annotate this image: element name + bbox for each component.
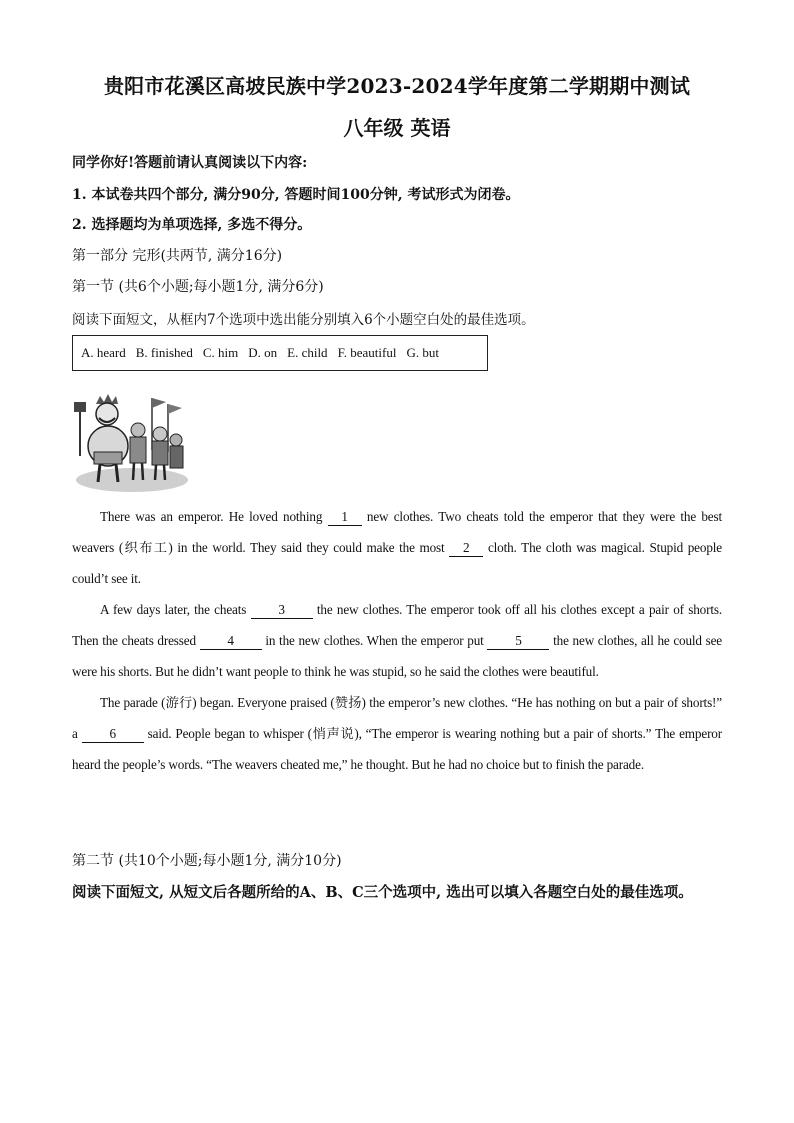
- blank-6[interactable]: 6: [82, 726, 144, 743]
- passage-text: new clothes. Two cheats told the emperor that they were the best weavers (织布工) in the world. They said they could make the most: [72, 509, 722, 555]
- cloze-passage: [72, 501, 722, 780]
- passage-text: cloth. The cloth was magical. Stupid people could’t see it.: [72, 540, 722, 586]
- instructions-item-1: 1. 本试卷共四个部分, 满分90分, 答题时间100分钟, 考试形式为闭卷。: [72, 187, 520, 203]
- options-box: [72, 335, 488, 371]
- blank-5[interactable]: 5: [487, 633, 549, 650]
- section1-directions: 阅读下面短文，从框内7个选项中选出能分别填入6个小题空白处的最佳选项。: [72, 312, 535, 328]
- section2-heading: 第二节 (共10个小题;每小题1分, 满分10分): [72, 853, 342, 869]
- passage-paragraph-2: [72, 594, 722, 687]
- passage-paragraph-3: [72, 687, 722, 780]
- blank-2[interactable]: 2: [449, 540, 483, 557]
- part1-heading: 第一部分 完形(共两节, 满分16分): [72, 248, 283, 264]
- passage-text: There was an emperor. He loved nothing: [100, 509, 328, 524]
- option-b: B. finished: [135, 345, 193, 360]
- option-a: A. heard: [81, 345, 126, 360]
- passage-paragraph-1: [72, 501, 722, 594]
- passage-text: A few days later, the cheats: [100, 602, 251, 617]
- exam-subtitle: 八年级 英语: [343, 116, 451, 140]
- emperor-parade-illustration: [72, 390, 190, 494]
- blank-1[interactable]: 1: [328, 509, 362, 526]
- blank-4[interactable]: 4: [200, 633, 262, 650]
- passage-text: in the new clothes. When the emperor put: [261, 633, 488, 648]
- option-g: G. but: [406, 345, 439, 360]
- instructions-item-2: 2. 选择题均为单项选择, 多选不得分。: [72, 217, 312, 233]
- blank-3[interactable]: 3: [251, 602, 313, 619]
- option-f: F. beautiful: [337, 345, 397, 360]
- exam-title: 贵阳市花溪区高坡民族中学2023-2024学年度第二学期期中测试: [103, 74, 691, 98]
- passage-text: the new clothes, all he could see were his shorts. But he didn’t want people to think he was stupid, so he said the clothes were beautiful.: [72, 633, 722, 679]
- passage-text: said. People began to whisper (悄声说), “The emperor is wearing nothing but a pair of shorts.” The emperor heard the people’s words. “The weavers cheated me,” he thought. But he had no choice but to finish the parade.: [72, 726, 722, 772]
- passage-text: the new clothes. The emperor took off all his clothes except a pair of shorts. Then the cheats dressed: [72, 602, 722, 648]
- instructions-greeting: 同学你好!答题前请认真阅读以下内容:: [72, 155, 308, 171]
- section2-directions: 阅读下面短文, 从短文后各题所给的A、B、C三个选项中, 选出可以填入各题空白处的最佳选项。: [72, 884, 693, 901]
- passage-text: The parade (游行) began. Everyone praised (赞扬) the emperor’s new clothes. “He has nothing on but a pair of shorts!” a: [72, 695, 722, 741]
- section1-heading: 第一节 (共6个小题;每小题1分, 满分6分): [72, 279, 324, 295]
- option-e: E. child: [287, 345, 328, 360]
- option-d: D. on: [248, 345, 278, 360]
- option-c: C. him: [202, 345, 239, 360]
